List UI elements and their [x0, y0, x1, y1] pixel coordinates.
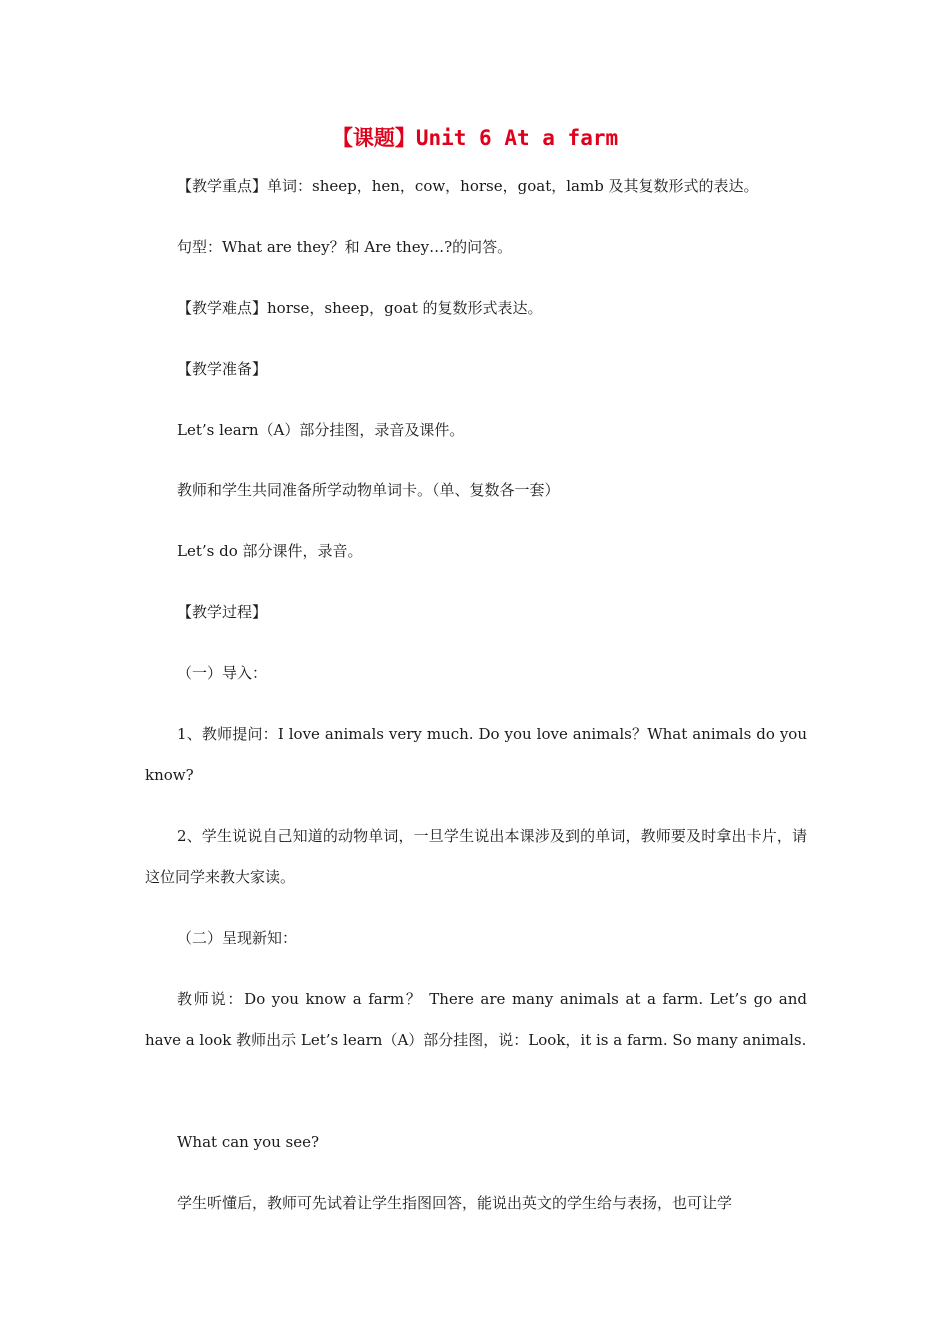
preparation-item-2: 教师和学生共同准备所学动物单词卡。（单、复数各一套）: [177, 481, 560, 499]
preparation-item-1: Let’s learn（A）部分挂图，录音及课件。: [177, 421, 465, 439]
step-1-paragraph: 1、教师提问：I love animals very much. Do you love animals？What animals do you know?: [145, 725, 807, 784]
process-heading: 【教学过程】: [177, 603, 268, 621]
step-3-paragraph: 教师说：Do you know a farm？ There are many animals at a farm. Let’s go and have a look 教师出示 Let’s learn（A）部分挂图，说：Look，it is a farm. So many animals.: [145, 990, 807, 1049]
question-line: What can you see?: [177, 1133, 320, 1151]
preparation-item-3: Let’s do 部分课件，录音。: [177, 542, 363, 560]
section-presentation-heading: （二）呈现新知：: [177, 929, 298, 947]
step-4-paragraph: 学生听懂后，教师可先试着让学生指图回答，能说出英文的学生给与表扬，也可让学: [177, 1194, 733, 1212]
section-intro-heading: （一）导入：: [177, 664, 268, 682]
key-points-paragraph: 【教学重点】单词：sheep，hen，cow，horse，goat，lamb 及其复数形式的表达。: [177, 177, 759, 195]
difficult-points-paragraph: 【教学难点】horse，sheep，goat 的复数形式表达。: [177, 299, 543, 317]
step-2-paragraph: 2、学生说说自己知道的动物单词，一旦学生说出本课涉及到的单词，教师要及时拿出卡片，请这位同学来教大家读。: [145, 827, 807, 886]
preparation-heading: 【教学准备】: [177, 360, 268, 378]
document-title: 【课题】Unit 6 At a farm: [331, 126, 619, 150]
sentence-pattern-paragraph: 句型：What are they？和 Are they…?的问答。: [177, 238, 513, 256]
